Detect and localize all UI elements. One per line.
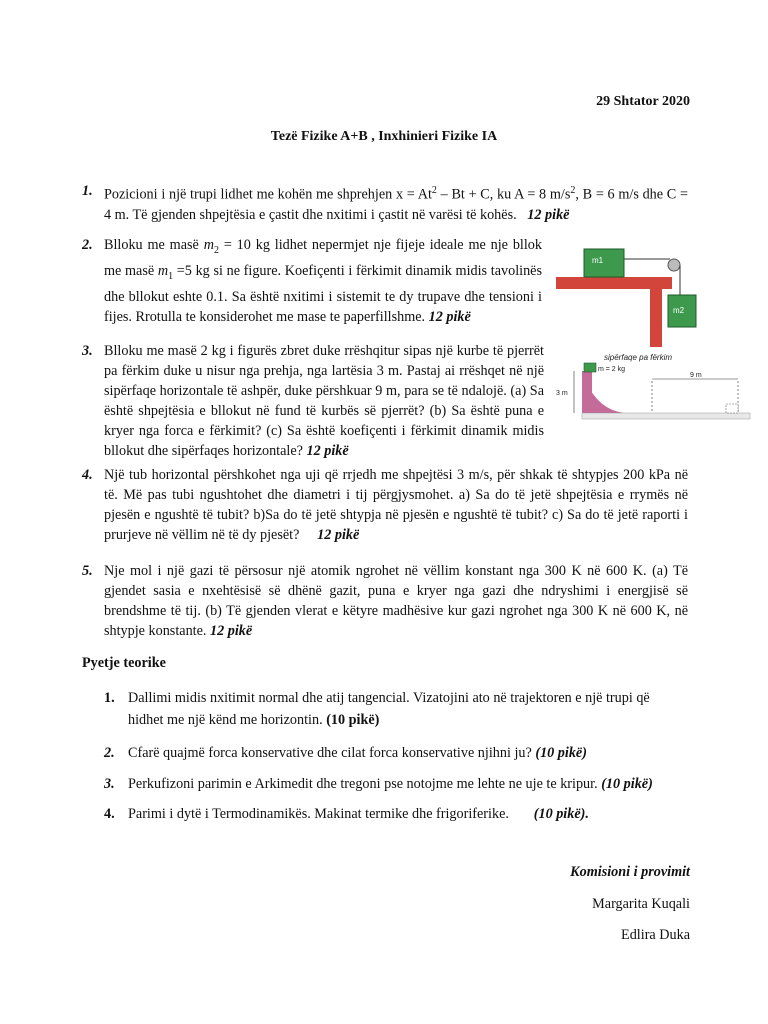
theory-text: Parimi i dytë i Termodinamikës. Makinat termike dhe frigoriferike. (10 pikë).: [128, 806, 589, 822]
exam-date: 29 Shtator 2020: [596, 94, 690, 109]
pulley-figure: [552, 239, 698, 349]
ramp-base: [582, 371, 592, 413]
committee-member: Edlira Duka: [621, 927, 690, 943]
theory-points: (10 pikë): [326, 712, 380, 728]
theory-item-3: [104, 773, 688, 795]
problem-points: 12 pikë: [428, 308, 471, 325]
table-leg: [650, 289, 662, 347]
theory-text: Perkufizoni parimin e Arkimedit dhe tregoni pse notojme me lehte ne uje te kripur. (10 pikë): [128, 776, 653, 792]
exam-title: Tezë Fizike A+B , Inxhinieri Fizike IA: [270, 129, 498, 144]
problem-1: [82, 181, 688, 225]
theory-item-2: [104, 742, 688, 764]
problem-3: [82, 341, 544, 461]
frictionless-caption: sipërfaqe pa fërkim: [604, 353, 673, 362]
svg-text:3 m: 3 m: [556, 390, 568, 397]
slide-figure: [554, 349, 752, 421]
svg-text:m2: m2: [673, 306, 685, 315]
problem-points: 12 pikë: [306, 443, 349, 459]
problem-number: 4.: [82, 467, 93, 483]
theory-heading: Pyetje teorike: [82, 655, 166, 671]
problem-text: Blloku me masë 2 kg i figurës zbret duke rrëshqitur sipas një kurbe të pjerrët pa fërkim duke u nisur nga prehja, nga lartësia 3 m. Pastaj ai rrëshqet në një sipërfaqe horizontale të ashpër, duke përshkuar 9 m, para se të ndalojë. (a) Sa është shpejtësia e bllokut në fund të kurbës së pjerrët? (b) Sa është puna e kryer nga forca e fërkimit? (c) Sa është koefiçenti i fërkimit dinamik midis bllokut dhe sipërfaqes horizontale? 12 pikë: [104, 343, 544, 459]
problem-points: 12 pikë: [317, 527, 360, 543]
problem-text: Blloku me masë $m_2 = 10$ kg lidhet nepermjet nje fijeje ideale me nje bllok me masë $m_1 =5$ kg si ne figure. Koefiçenti i fërkimit dinamik midis tavolinës dhe bllokut eshte 0.1. Sa është nxitimi i sistemit te dy trupave dhe tensioni i fijes. Rrotulla te konsiderohet me mase te paperfillshme. 12 pikë: [104, 237, 542, 325]
theory-text: Cfarë quajmë forca konservative dhe cilat forca konservative njihni ju? (10 pikë): [128, 745, 587, 761]
svg-text:m1: m1: [592, 256, 604, 265]
svg-text:9 m: 9 m: [690, 372, 702, 379]
table-top: [556, 277, 672, 289]
theory-points: (10 pikë): [601, 776, 653, 792]
theory-points: (10 pikë).: [533, 806, 589, 822]
block-m1: [584, 249, 624, 277]
problem-text: Një tub horizontal përshkohet nga uji që rrjedh me shpejtësi 3 m/s, për shkak të shtypjes 200 kPa në të. Më pas tubi ngushtohet dhe diametri i tij përgjysmohet. a) Sa do të jetë shpejtësia e rrymës në pjesën e ngushtë të tubit? b)Sa do të jetë shtypja në pjesën e ngushtë të tubit? c) Sa do të jetë raporti i prurjeve në vëllim në të dy pjesët? 12 pikë: [104, 467, 688, 543]
theory-item-1: [104, 687, 688, 731]
theory-number: 3.: [104, 776, 115, 792]
problem-points: 12 pikë: [527, 206, 570, 223]
floor: [582, 413, 750, 419]
problem-points: 12 pikë: [210, 623, 253, 639]
theory-number: 4.: [104, 806, 115, 822]
problem-text: Pozicioni i një trupi lidhet me kohën me shprehjen $x = At^2 - Bt + C$, ku A = 8 $m/s^2$, B = 6 m/s dhe C = 4 m. Të gjenden shpejtësia e çastit dhe nxitimi i çastit në varësi të kohës. 12 pikë: [104, 185, 688, 223]
problem-text: Nje mol i një gazi të përsosur një atomik ngrohet në vëllim konstant nga 300 K në 600 K. (a) Të gjendet sasia e nxehtësisë së dhënë gazit, puna e kryer nga gazi dhe ndryshimi i energjisë së brendshme të tij. (b) Të gjenden vlerat e këtyre madhësive kur gazi ngrohet nga 300 K në 600 K, në shtypje konstante. 12 pikë: [104, 563, 688, 639]
theory-text: Dallimi midis nxitimit normal dhe atij tangencial. Vizatojini ato në trajektoren e një trupi që hidhet me një kënd me horizontin. (10 pikë): [128, 690, 650, 728]
svg-text:m = 2 kg: m = 2 kg: [598, 366, 626, 373]
committee-member: Margarita Kuqali: [592, 896, 690, 912]
theory-points: (10 pikë): [535, 745, 587, 761]
problem-number: 2.: [82, 237, 93, 253]
problem-number: 5.: [82, 563, 93, 579]
problem-5: [82, 561, 688, 641]
problem-number: 1.: [82, 183, 93, 199]
problem-4: [82, 465, 688, 545]
sliding-block: [584, 363, 596, 372]
stopped-block: [726, 404, 738, 413]
theory-number: 1.: [104, 690, 115, 706]
pulley: [668, 259, 680, 271]
theory-item-4: [104, 803, 688, 825]
theory-number: 2.: [104, 745, 115, 761]
problem-2: [82, 235, 542, 327]
problem-number: 3.: [82, 343, 93, 359]
committee-label: Komisioni i provimit: [570, 864, 690, 880]
